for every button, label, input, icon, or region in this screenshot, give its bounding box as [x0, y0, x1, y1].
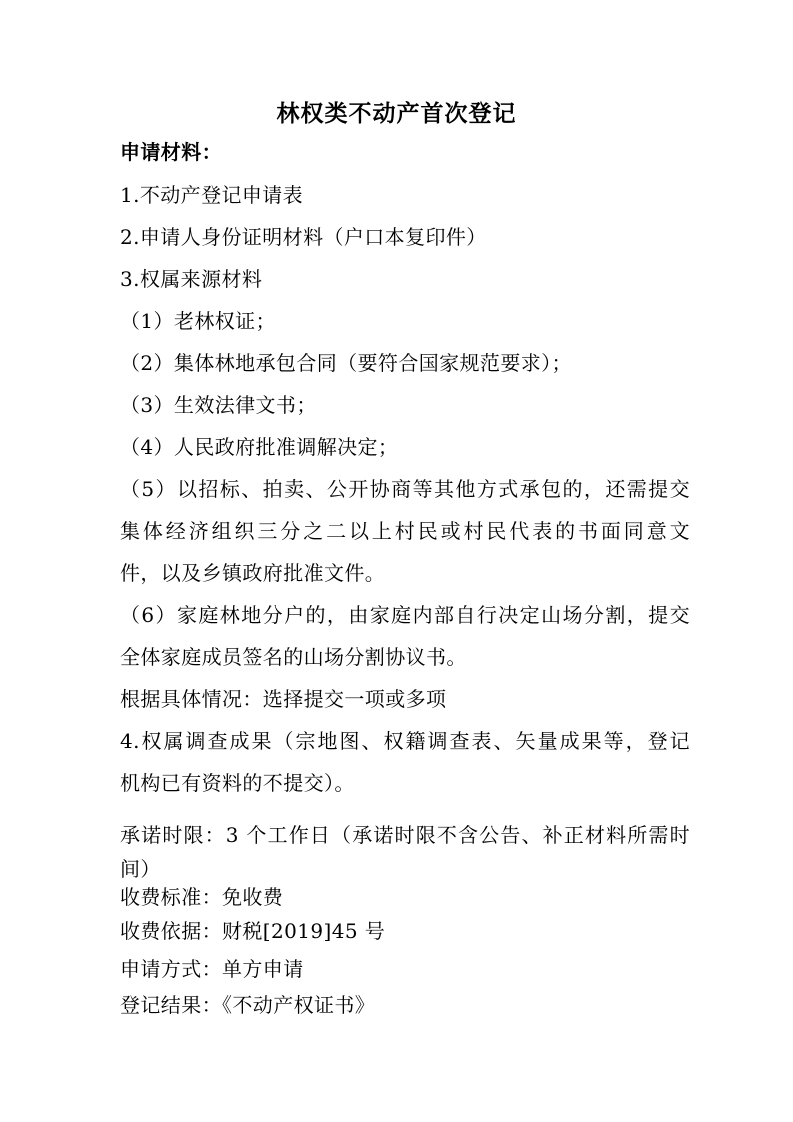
material-item-1: 1.不动产登记申请表 — [120, 183, 304, 207]
materials-heading: 申请材料： — [120, 140, 222, 164]
document-title: 林权类不动产首次登记 — [276, 101, 517, 127]
source-sub-item-2: （2）集体林地承包合同（要符合国家规范要求）； — [120, 351, 572, 375]
source-sub-item-6-line-2: 全体家庭成员签名的山场分割协议书。 — [120, 645, 467, 669]
source-sub-item-6-line-1: （6）家庭林地分户的，由家庭内部自行决定山场分割，提交 — [120, 603, 690, 627]
registration-result: 登记结果：《不动产权证书》 — [120, 993, 376, 1017]
source-sub-item-3: （3）生效法律文书； — [120, 393, 317, 417]
material-item-4-line-2: 机构已有资料的不提交）。 — [120, 771, 355, 795]
source-sub-item-4: （4）人民政府批准调解决定； — [120, 435, 399, 459]
source-sub-item-5-line-1: （5）以招标、拍卖、公开协商等其他方式承包的，还需提交 — [120, 477, 690, 501]
source-sub-item-1: （1）老林权证； — [120, 309, 276, 333]
source-sub-item-5-line-3: 件，以及乡镇政府批准文件。 — [120, 561, 386, 585]
fee-basis: 收费依据：财税[2019]45 号 — [120, 919, 386, 943]
material-item-4-line-1: 4.权属调查成果（宗地图、权籍调查表、矢量成果等，登记 — [120, 729, 690, 753]
source-sub-item-5-line-2: 集体经济组织三分之二以上村民或村民代表的书面同意文 — [120, 519, 690, 543]
fee-standard: 收费标准：免收费 — [120, 885, 284, 909]
time-limit-line-2: 间） — [120, 857, 161, 881]
material-item-2: 2.申请人身份证明材料（户口本复印件） — [120, 225, 487, 249]
choose-note: 根据具体情况：选择提交一项或多项 — [120, 687, 447, 711]
time-limit-line-1: 承诺时限：3 个工作日（承诺时限不含公告、补正材料所需时 — [120, 823, 690, 847]
apply-method: 申请方式：单方申请 — [120, 957, 304, 981]
material-item-3: 3.权属来源材料 — [120, 267, 263, 291]
